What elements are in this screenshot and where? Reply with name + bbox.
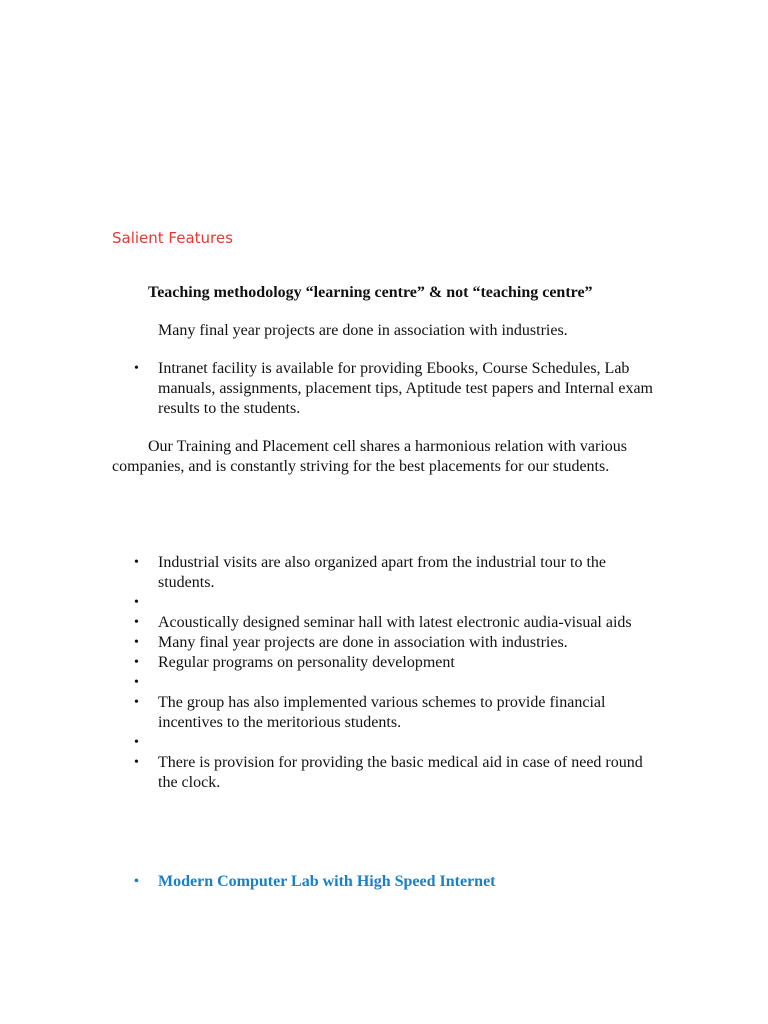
lab-list: [112, 872, 657, 892]
list-item: [112, 359, 657, 419]
list-item-text: Intranet facility is available for providing Ebooks, Course Schedules, Lab manuals, assignments, placement tips, Aptitude test papers and Internal exam results to the students.: [158, 360, 653, 417]
bullet-icon: •: [134, 635, 139, 650]
list-item: [112, 733, 657, 753]
projects-line: Many final year projects are done in association with industries.: [158, 322, 568, 339]
features-list: [112, 553, 657, 793]
list-item-text: Acoustically designed seminar hall with latest electronic audia-visual aids: [158, 614, 632, 631]
list-item-text: There is provision for providing the basic medical aid in case of need round the clock.: [158, 754, 643, 791]
list-item: [112, 673, 657, 693]
list-item-text: Regular programs on personality development: [158, 654, 455, 671]
placement-paragraph: Our Training and Placement cell shares a harmonious relation with various companies, and is constantly striving for the best placements for our students.: [112, 438, 628, 475]
bullet-icon: •: [134, 615, 139, 630]
teaching-methodology-line: Teaching methodology “learning centre” & not “teaching centre”: [148, 284, 593, 301]
list-item: [112, 872, 657, 892]
bullet-icon: •: [134, 695, 139, 710]
list-item: [112, 553, 657, 593]
bullet-icon: •: [134, 555, 139, 570]
list-item-text: Industrial visits are also organized apart from the industrial tour to the students.: [158, 554, 607, 591]
bullet-icon: •: [134, 874, 139, 889]
bullet-icon: •: [134, 361, 139, 376]
list-item-text: Many final year projects are done in association with industries.: [158, 634, 568, 651]
bullet-icon: •: [134, 675, 139, 690]
list-item: [112, 613, 657, 633]
intranet-list: [112, 359, 657, 419]
bullet-icon: •: [134, 735, 139, 750]
list-item: [112, 593, 657, 613]
bullet-icon: •: [134, 655, 139, 670]
list-item: [112, 653, 657, 673]
list-item: [112, 753, 657, 793]
list-item: [112, 693, 657, 733]
section-heading: Salient Features: [112, 229, 233, 247]
bullet-icon: •: [134, 755, 139, 770]
bullet-icon: •: [134, 595, 139, 610]
list-item-text: The group has also implemented various schemes to provide financial incentives to the meritorious students.: [158, 694, 606, 731]
list-item: [112, 633, 657, 653]
computer-lab-item: Modern Computer Lab with High Speed Internet: [158, 873, 496, 890]
